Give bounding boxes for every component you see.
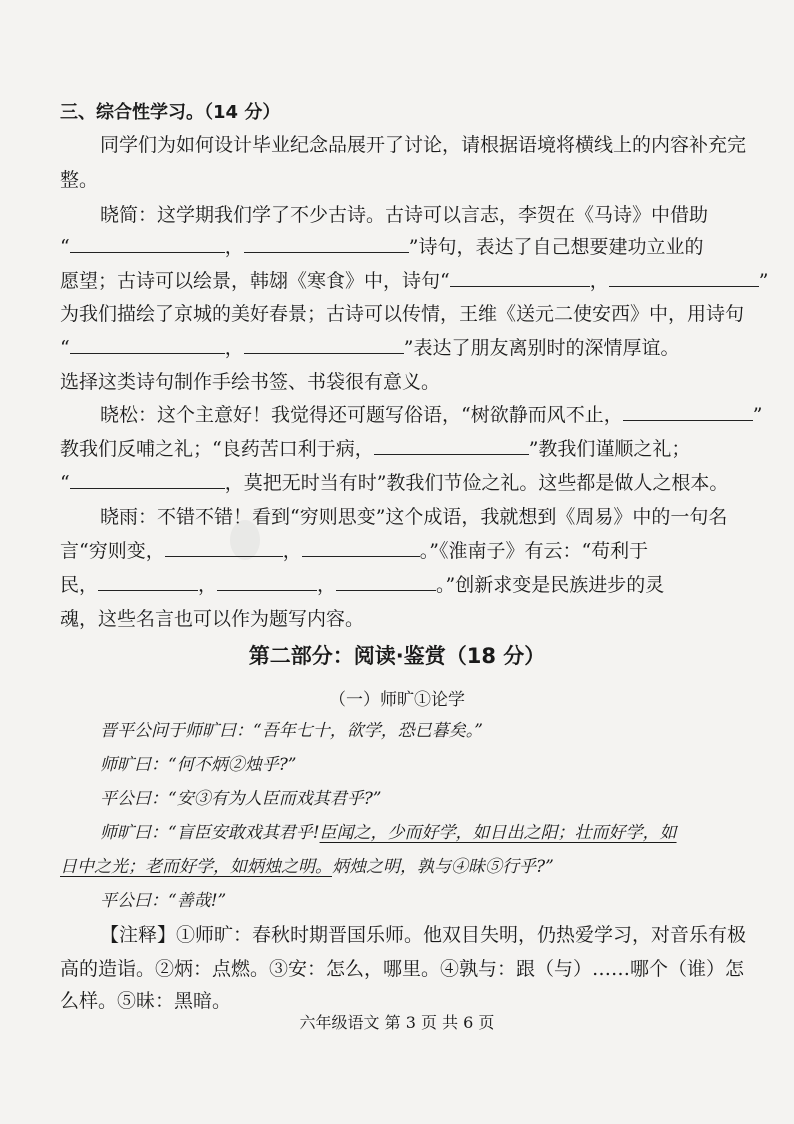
passage-line-3: 平公曰：“安③有为人臣而戏其君乎?” <box>100 789 382 809</box>
answer-blank[interactable] <box>450 266 590 287</box>
answer-blank[interactable] <box>302 536 420 557</box>
text-span: 。”创新求变是民族进步的灵 <box>436 574 665 596</box>
notes-line-3: 么样。⑤昧：黑暗。 <box>60 990 232 1012</box>
answer-blank[interactable] <box>70 468 225 489</box>
text-span: 民， <box>60 574 99 596</box>
intro-line-2: 整。 <box>60 169 99 191</box>
passage-line-5 <box>60 852 750 882</box>
passage-line-4 <box>100 818 750 848</box>
intro-line-1: 同学们为如何设计毕业纪念品展开了讨论，请根据语境将横线上的内容补充完 <box>100 134 747 156</box>
text-span: ”诗句，表达了自己想要建功立业的 <box>408 236 704 258</box>
xiaojian-line-4: 为我们描绘了京城的美好春景；古诗可以传情，王维《送元二使安西》中，用诗句 <box>60 303 745 325</box>
underlined-sentence: 日中之光；老而好学，如炳烛之明。 <box>60 857 332 877</box>
text-span: 。”《淮南子》有云：“苟利于 <box>419 540 649 562</box>
xiaoyu-line-3 <box>60 570 750 600</box>
comma: ， <box>589 270 609 292</box>
passage-line-2: 师旷曰：“何不炳②烛乎?” <box>100 755 297 775</box>
text-span: 师旷曰：“盲臣安敢戏其君乎! <box>100 823 320 843</box>
xiaosong-line-1 <box>100 400 763 430</box>
text-span: 言“穷则变， <box>60 540 165 562</box>
section-heading: 三、综合性学习。（14 分） <box>60 102 281 123</box>
part2-heading: 第二部分：阅读·鉴赏（18 分） <box>248 644 546 668</box>
answer-blank[interactable] <box>336 570 436 591</box>
open-quote: “ <box>60 337 70 359</box>
xiaojian-line-2 <box>60 232 750 262</box>
text-span: 愿望；古诗可以绘景，韩翃《寒食》中，诗句“ <box>60 270 450 292</box>
underlined-sentence: 臣闻之，少而好学，如日出之阳；壮而好学，如 <box>319 823 677 843</box>
answer-blank[interactable] <box>70 333 225 354</box>
comma: ， <box>198 574 218 596</box>
close-quote: ” <box>758 270 769 292</box>
text-span: ，莫把无时当有时”教我们节俭之礼。这些都是做人之根本。 <box>224 472 729 494</box>
page-footer: 六年级语文 第 3 页 共 6 页 <box>299 1013 495 1032</box>
xiaosong-line-2 <box>60 434 750 464</box>
answer-blank[interactable] <box>244 333 404 354</box>
xiaojian-line-1: 晓简：这学期我们学了不少古诗。古诗可以言志，李贺在《马诗》中借助 <box>100 204 709 226</box>
text-span: 炳烛之明，孰与④昧⑤行乎?” <box>332 857 554 877</box>
answer-blank[interactable] <box>217 570 317 591</box>
comma: ， <box>317 574 337 596</box>
notes-line-2: 高的造诣。②炳：点燃。③安：怎么，哪里。④孰与：跟（与）……哪个（谁）怎 <box>60 958 745 980</box>
passage-line-1: 晋平公问于师旷曰：“吾年七十，欲学，恐已暮矣。” <box>100 721 483 741</box>
passage-line-6: 平公曰：“善哉!” <box>100 891 227 911</box>
answer-blank[interactable] <box>623 400 753 421</box>
open-quote: “ <box>60 236 70 258</box>
xiaojian-line-6: 选择这类诗句制作手绘书签、书袋很有意义。 <box>60 371 441 393</box>
comma: ， <box>224 236 244 258</box>
comma: ， <box>224 337 244 359</box>
xiaoyu-line-2 <box>60 536 750 566</box>
text-span: ”表达了朋友离别时的深情厚谊。 <box>403 337 680 359</box>
xiaojian-line-3 <box>60 266 769 296</box>
answer-blank[interactable] <box>165 536 283 557</box>
answer-blank[interactable] <box>609 266 759 287</box>
xiaojian-line-5 <box>60 333 750 363</box>
close-quote: ” <box>752 404 763 426</box>
comma: ， <box>282 540 302 562</box>
text-span: ”教我们谨顺之礼； <box>528 438 691 460</box>
answer-blank[interactable] <box>98 570 198 591</box>
xiaoyu-line-1: 晓雨：不错不错！看到“穷则思变”这个成语，我就想到《周易》中的一句名 <box>100 506 728 528</box>
text-span: 教我们反哺之礼；“良药苦口利于病， <box>60 438 374 460</box>
notes-line-1: 【注释】①师旷：春秋时期晋国乐师。他双目失明，仍热爱学习，对音乐有极 <box>100 924 747 946</box>
passage-title: （一）师旷①论学 <box>329 690 465 710</box>
xiaosong-line-3 <box>60 468 750 498</box>
xiaoyu-line-4: 魂，这些名言也可以作为题写内容。 <box>60 608 365 630</box>
answer-blank[interactable] <box>374 434 529 455</box>
answer-blank[interactable] <box>244 232 409 253</box>
open-quote: “ <box>60 472 70 494</box>
text-span: 晓松：这个主意好！我觉得还可题写俗语，“树欲静而风不止， <box>100 404 623 426</box>
answer-blank[interactable] <box>70 232 225 253</box>
